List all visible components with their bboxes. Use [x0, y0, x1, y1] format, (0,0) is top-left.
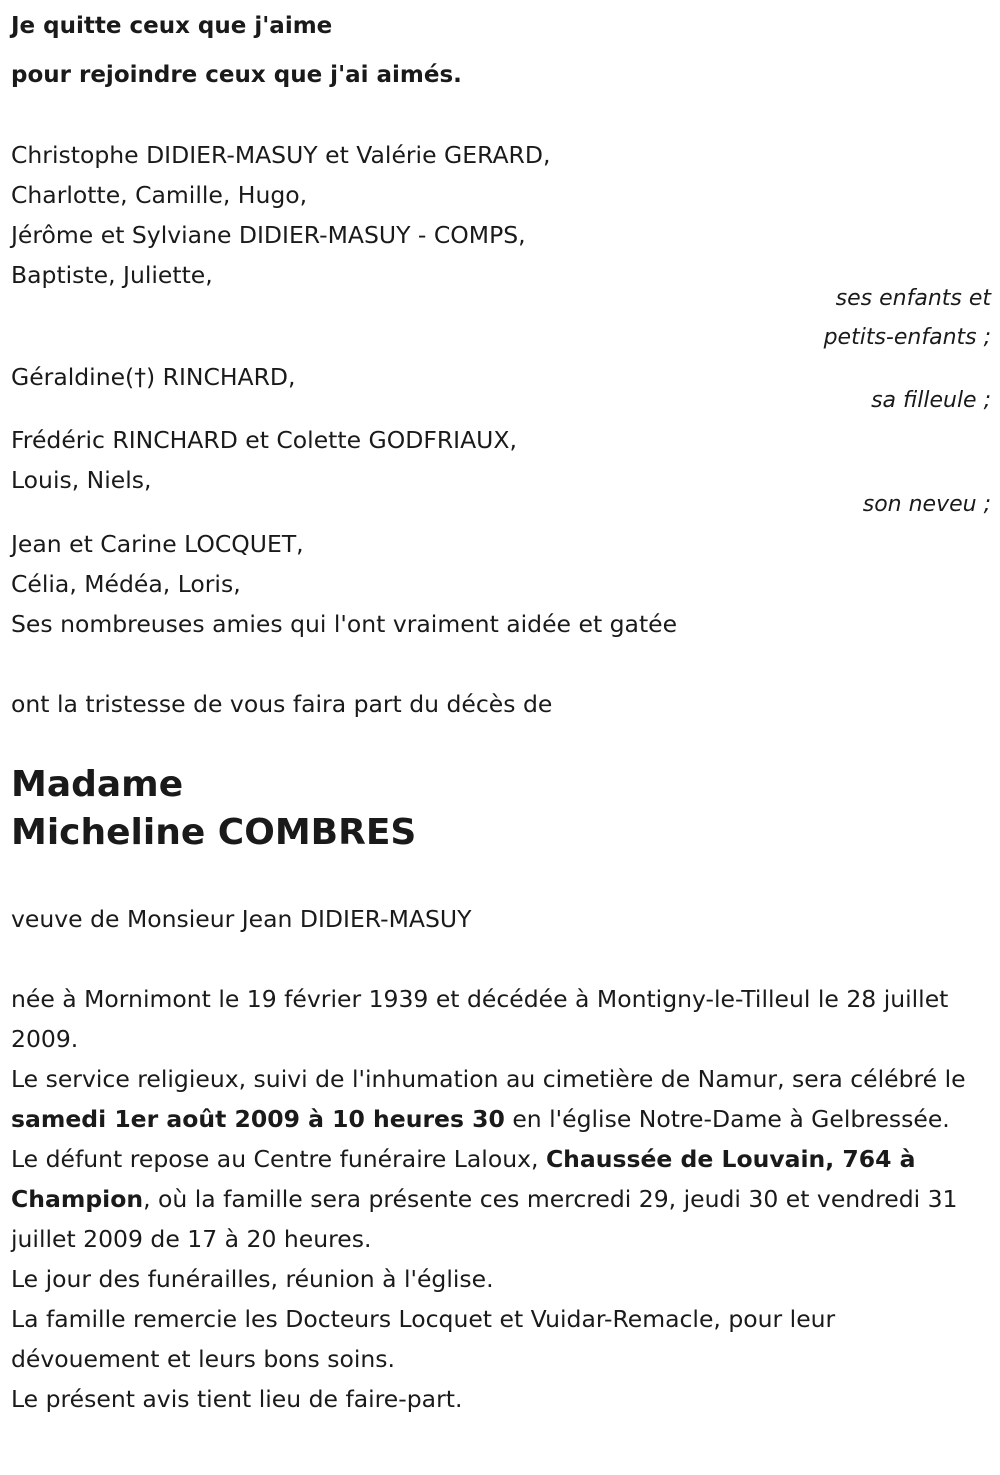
- deceased-title: Madame: [11, 764, 184, 805]
- family-line: Frédéric RINCHARD et Colette GODFRIAUX,: [11, 426, 517, 454]
- widow-of: veuve de Monsieur Jean DIDIER-MASUY: [11, 905, 472, 933]
- family-line: Géraldine(†) RINCHARD,: [11, 363, 296, 391]
- rest-address: Chaussée de Louvain, 764 à Champion: [11, 1145, 916, 1213]
- family-line: Ses nombreuses amies qui l'ont vraiment aidée et gatée: [11, 610, 678, 638]
- birth-death: née à Mornimont le 19 février 1939 et décédée à Montigny-le-Tilleul le 28 juillet 2009.: [11, 985, 949, 1053]
- details-block: [11, 979, 991, 1419]
- rest-info: [11, 1139, 991, 1259]
- service-text: Le service religieux, suivi de l'inhumation au cimetière de Namur, sera célébré le: [11, 1065, 966, 1093]
- family-line: Christophe DIDIER-MASUY et Valérie GERARD,: [11, 141, 551, 169]
- rest-hours: , où la famille sera présente ces mercredi 29, jeudi 30 et vendredi 31 juillet 2009 de 17 à 20 heures.: [11, 1185, 958, 1253]
- relation-label: son neveu ;: [862, 492, 991, 517]
- family-group-friends: [11, 524, 991, 644]
- thanks: La famille remercie les Docteurs Locquet et Vuidar-Remacle, pour leur dévouement et leurs bons soins.: [11, 1305, 836, 1373]
- rest-text: Le défunt repose au Centre funéraire Laloux,: [11, 1145, 546, 1173]
- relation-label: ses enfants et: [835, 286, 991, 311]
- deceased-name: Micheline COMBRES: [11, 812, 417, 853]
- family-group-children: [11, 135, 991, 295]
- announcement: ont la tristesse de vous faira part du décès de: [11, 690, 553, 718]
- meeting-info: Le jour des funérailles, réunion à l'église.: [11, 1265, 494, 1293]
- service-location: en l'église Notre-Dame à Gelbressée.: [504, 1105, 950, 1133]
- relation-label: sa filleule ;: [871, 388, 991, 413]
- family-line: Célia, Médéa, Loris,: [11, 570, 241, 598]
- notice: Le présent avis tient lieu de faire-part.: [11, 1385, 463, 1413]
- quote-line-2: pour rejoindre ceux que j'ai aimés.: [11, 62, 462, 88]
- quote-line-1: Je quitte ceux que j'aime: [11, 13, 333, 39]
- family-line: Jean et Carine LOCQUET,: [11, 530, 304, 558]
- family-line: Charlotte, Camille, Hugo,: [11, 181, 308, 209]
- relation-label: petits-enfants ;: [823, 325, 991, 350]
- service-info: [11, 1059, 991, 1139]
- family-line: Baptiste, Juliette,: [11, 261, 213, 289]
- family-line: Louis, Niels,: [11, 466, 152, 494]
- service-date: samedi 1er août 2009 à 10 heures 30: [11, 1105, 505, 1133]
- family-line: Jérôme et Sylviane DIDIER-MASUY - COMPS,: [11, 221, 526, 249]
